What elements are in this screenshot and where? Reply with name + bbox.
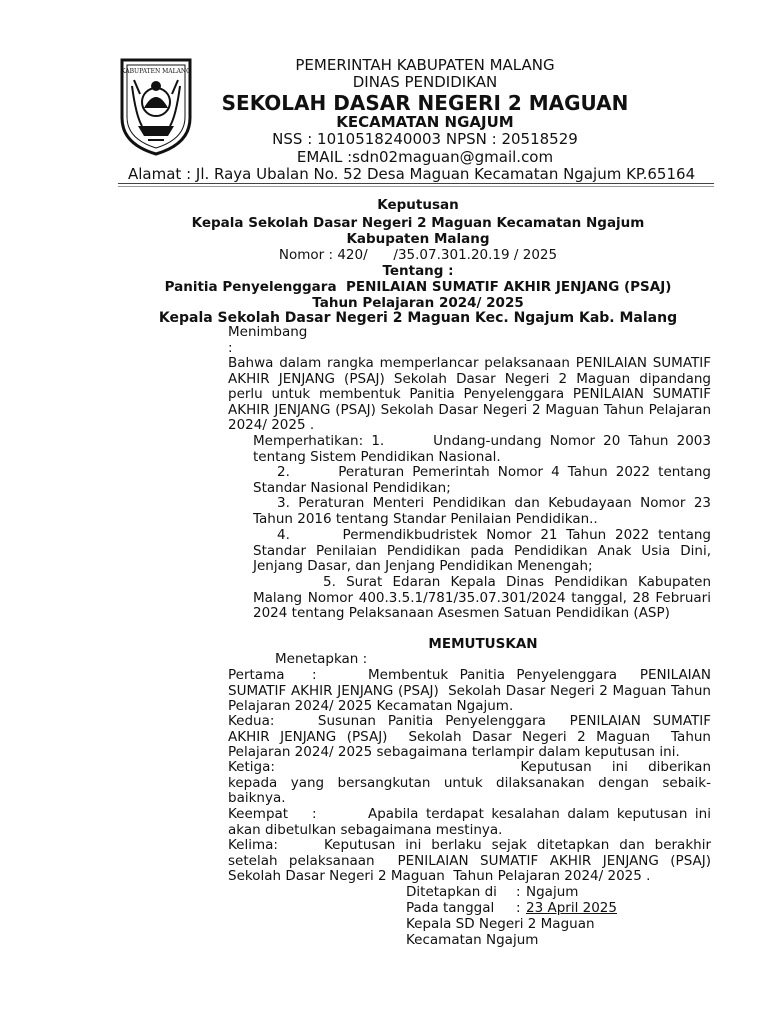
- tentang-label: Tentang :: [382, 263, 454, 279]
- kelima-text: Keputusan ini berlaku sejak ditetapkan dan berakhir setelah pelaksanaan PENILAIAN SUMATIF AKHIR JENJANG (PSAJ) Sekolah Dasar Negeri 2 Maguan Tahun Pelajaran 2024/ 2025 .: [228, 837, 720, 885]
- subject-line-2: Tahun Pelajaran 2024/ 2025: [312, 295, 524, 311]
- keempat-text: Apabila terdapat kesalahan dalam keputusan ini akan dibetulkan sebagaimana mestinya.: [228, 806, 711, 838]
- keempat-label: Keempat: [228, 806, 289, 822]
- ketiga-label: Ketiga: [228, 759, 271, 775]
- memperhatikan-item-1: [253, 433, 716, 465]
- memperhatikan-colon: :: [358, 433, 364, 449]
- menetapkan-label: Menetapkan :: [275, 651, 368, 667]
- tanggal-row: [406, 900, 617, 916]
- kelima-label: Kelima:: [228, 837, 278, 853]
- memperhatikan-item-4: 4. Permendikbudristek Nomor 21 Tahun 2022 tentang Standar Penilaian Pendidikan pada Pendidikan Anak Usia Dini, Jenjang Dasar, dan Jenjang Pendidikan Menengah;: [253, 527, 716, 575]
- ditetapkan-row: [406, 884, 578, 900]
- header-address: Alamat : Jl. Raya Ubalan No. 52 Desa Maguan Kecamatan Ngajum KP.65164: [128, 165, 696, 183]
- tanggal-label: Pada tanggal: [406, 900, 495, 916]
- doc-title: Keputusan: [377, 197, 459, 213]
- keempat-colon: :: [312, 806, 317, 822]
- pertama-colon: :: [312, 667, 317, 683]
- svg-text:KABUPATEN MALANG: KABUPATEN MALANG: [121, 68, 191, 75]
- ketiga-colon: :: [270, 759, 275, 775]
- ketiga-text: Keputusan ini diberikan kepada yang bersangkutan untuk dilaksanakan dengan sebaik-baiknya.: [228, 759, 711, 807]
- memperhatikan-item-2: 2. Peraturan Pemerintah Nomor 4 Tahun 2022 tentang Standar Nasional Pendidikan;: [253, 464, 716, 496]
- memperhatikan-text-1: 1. Undang-undang Nomor 20 Tahun 2003 tentang Sistem Pendidikan Nasional.: [253, 433, 716, 465]
- menimbang-text: Bahwa dalam rangka memperlancar pelaksanaan PENILAIAN SUMATIF AKHIR JENJANG (PSAJ) Sekolah Dasar Negeri 2 Maguan dipandang perlu untuk membentuk Panitia Penyelenggara PENILAIAN SUMATIF AKHIR JENJANG (PSAJ) Sekolah Dasar Negeri 2 Maguan Tahun Pelajaran 2024/ 2025 .: [228, 355, 711, 434]
- header-department: DINAS PENDIDIKAN: [352, 73, 498, 91]
- pertama-label: Pertama: [228, 667, 285, 683]
- subject-line-1: Panitia Penyelenggara PENILAIAN SUMATIF AKHIR JENJANG (PSAJ): [164, 279, 672, 295]
- header-divider-secondary: [118, 186, 714, 187]
- pertama-text: Membentuk Panitia Penyelenggara PENILAIAN SUMATIF AKHIR JENJANG (PSAJ) Sekolah Dasar Negeri 2 Maguan Tahun Pelajaran 2024/ 2025 Kecamatan Ngajum.: [228, 667, 716, 715]
- header-school-name: SEKOLAH DASAR NEGERI 2 MAGUAN: [221, 91, 629, 115]
- tanggal-value: 23 April 2025: [526, 900, 617, 916]
- issuer-line-3: Kepala Sekolah Dasar Negeri 2 Maguan Kec. Ngajum Kab. Malang: [158, 310, 678, 326]
- doc-number: Nomor : 420/ /35.07.301.20.19 / 2025: [278, 247, 558, 263]
- kedua-text: Susunan Panitia Penyelenggara PENILAIAN SUMATIF AKHIR JENJANG (PSAJ) Sekolah Dasar Negeri 2 Maguan Tahun Pelajaran 2024/ 2025 sebagaimana terlampir dalam keputusan ini.: [228, 713, 716, 761]
- header-government: PEMERINTAH KABUPATEN MALANG: [295, 56, 555, 74]
- header-nss-npsn: NSS : 1010518240003 NPSN : 20518529: [272, 130, 578, 148]
- keempat-item: [228, 807, 711, 838]
- memperhatikan-item-3: 3. Peraturan Menteri Pendidikan dan Kebudayaan Nomor 23 Tahun 2016 tentang Standar Penilaian Pendidikan..: [253, 495, 711, 527]
- memperhatikan-item-5: 5. Surat Edaran Kepala Dinas Pendidikan Kabupaten Malang Nomor 400.3.5.1/781/35.07.301/2024 tanggal, 28 Februari 2024 tentang Pelaksanaan Asesmen Satuan Pendidikan (ASP): [253, 574, 711, 622]
- memperhatikan-label: Memperhatikan: [253, 433, 359, 449]
- signatory-role-1: Kepala SD Negeri 2 Maguan: [406, 916, 595, 932]
- issuer-line-1: Kepala Sekolah Dasar Negeri 2 Maguan Kecamatan Ngajum: [191, 215, 645, 231]
- menimbang-label: Menimbang: [228, 324, 308, 340]
- pertama-item: [228, 667, 716, 715]
- header-email: EMAIL :sdn02maguan@gmail.com: [296, 148, 554, 166]
- issuer-line-2: Kabupaten Malang: [346, 231, 490, 247]
- memutuskan-heading: MEMUTUSKAN: [428, 636, 538, 652]
- ketiga-item: [228, 760, 711, 807]
- ditetapkan-colon: :: [516, 884, 521, 900]
- menimbang-colon: :: [228, 340, 233, 356]
- kedua-label: Kedua: [228, 713, 270, 729]
- ditetapkan-label: Ditetapkan di: [406, 884, 497, 900]
- ditetapkan-value: Ngajum: [526, 884, 579, 900]
- header-divider: [118, 183, 714, 184]
- kedua-colon: :: [269, 713, 275, 729]
- kedua-item: [228, 713, 716, 761]
- tanggal-colon: :: [516, 900, 521, 916]
- signatory-role-2: Kecamatan Ngajum: [406, 932, 539, 948]
- kelima-item: [228, 837, 720, 885]
- header-district: KECAMATAN NGAJUM: [336, 113, 514, 131]
